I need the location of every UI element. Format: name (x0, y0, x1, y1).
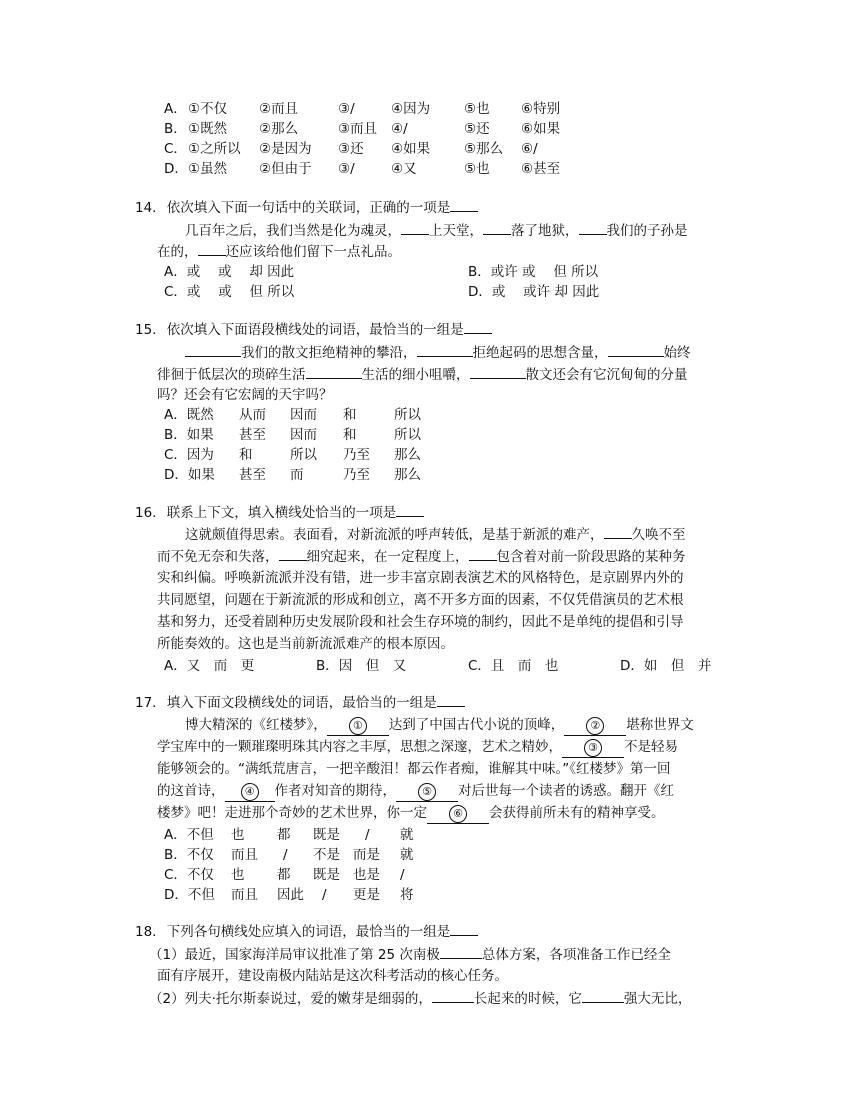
fill-blank[interactable] (469, 546, 497, 561)
option-item: 因而 (290, 427, 317, 443)
option-item: A．既然 (164, 407, 214, 423)
option-item: A．不但 (164, 827, 214, 843)
passage-text: 落了地狱， (511, 223, 579, 239)
option-item: ③/ (338, 161, 355, 177)
question-number: 14. (135, 200, 157, 216)
passage-line (157, 737, 678, 758)
option-a[interactable]: A．或 或 却 因此 (164, 264, 295, 280)
passage-line: 共同愿望，问题在于新流派的形成和创立，离不开多方面的因素，不仅凭借演员的艺术根 (157, 592, 684, 608)
numbered-blank[interactable] (564, 716, 626, 736)
passage-line (149, 988, 691, 1009)
option-item: ③而且 (338, 121, 378, 137)
passage-text: 这就颇值得思索。表面看，对新流派的呼声转低，是基于新派的难产， (185, 527, 604, 543)
answer-blank[interactable] (450, 921, 478, 936)
question-stem (135, 197, 478, 218)
option-item: 也 (231, 827, 245, 843)
fill-blank[interactable] (483, 220, 511, 235)
passage-text: 堪称世界文 (626, 717, 694, 733)
option-a[interactable]: A．又 而 更 (164, 658, 255, 674)
fill-blank[interactable] (417, 342, 473, 357)
passage-text: 始终 (663, 345, 691, 361)
passage-text: 包含着对前一阶段思路的某种务 (496, 549, 686, 565)
passage-text: 还应该给他们留下一点礼品。 (225, 244, 401, 260)
option-item: 就 (400, 827, 414, 843)
passage-line (157, 241, 401, 262)
option-item: C．不仅 (164, 867, 214, 883)
option-item: 乃至 (343, 467, 370, 483)
option-item: / (283, 847, 288, 863)
option-item: 从而 (239, 407, 266, 423)
option-item: ①既然 (188, 121, 228, 137)
option-item: ④如果 (391, 141, 431, 157)
passage-text: 对后世每一个读者的诱惑。翻开《红 (458, 783, 674, 799)
option-item: 那么 (394, 447, 421, 463)
passage-line: 吗？还会有它宏阔的天宇吗？ (157, 387, 333, 403)
question-text: 依次填入下面一句话中的关联词，正确的一项是 (166, 200, 451, 216)
option-item: / (400, 867, 405, 883)
option-item: ⑤也 (464, 161, 490, 177)
circled-number: ③ (584, 739, 602, 757)
question-text: 填入下面文段横线处的词语，最恰当的一组是 (166, 695, 437, 711)
option-item: 更是 (353, 887, 380, 903)
passage-text: 散文还会有它沉甸甸的分量 (525, 367, 688, 383)
option-item: ②是因为 (259, 141, 312, 157)
option-item: / (322, 887, 327, 903)
option-item: 而且 (231, 887, 258, 903)
option-item: 就 (400, 847, 414, 863)
option-d[interactable]: D．如 但 并 (620, 658, 712, 674)
option-item: 所以 (394, 427, 421, 443)
passage-text: 总体方案，各项准备工作已经全 (481, 947, 671, 963)
passage-line: 能够领会的。“满纸荒唐言，一把辛酸泪！都云作者痴，谁解其中味。”《红楼梦》第一回 (157, 761, 671, 777)
option-item: / (365, 827, 370, 843)
option-item: 因此 (277, 887, 304, 903)
option-item: ⑥特别 (521, 101, 561, 117)
passage-line (157, 364, 688, 385)
option-item: B．如果 (164, 427, 214, 443)
passage-text: 强大无比， (623, 991, 692, 1007)
passage-text: 达到了中国古代小说的顶峰， (388, 717, 565, 733)
fill-blank[interactable] (432, 988, 474, 1003)
passage-text: 楼梦》吧！走进那个奇妙的艺术世界，你一定 (157, 805, 427, 821)
passage-line (185, 342, 691, 363)
option-label: A． (164, 101, 187, 117)
q13-option-a[interactable] (0, 99, 860, 119)
option-item: 都 (277, 867, 291, 883)
passage-line (157, 803, 665, 824)
option-item: 而且 (231, 847, 258, 863)
fill-blank[interactable] (185, 342, 241, 357)
fill-blank[interactable] (608, 342, 664, 357)
option-c[interactable]: C．且 而 也 (468, 658, 559, 674)
answer-blank[interactable] (396, 502, 424, 517)
option-item: ③/ (338, 101, 355, 117)
q13-option-c[interactable] (0, 139, 860, 159)
fill-blank[interactable] (470, 364, 526, 379)
option-item: 和 (239, 447, 253, 463)
option-d[interactable] (0, 465, 860, 485)
passage-line: 面有序展开，建设南极内陆站是这次科考活动的核心任务。 (157, 968, 508, 984)
passage-text: 久唤不至 (631, 527, 686, 543)
circled-number: ② (586, 717, 604, 735)
option-item: 也是 (353, 867, 380, 883)
option-label: C． (164, 141, 187, 157)
question-number: 15. (135, 322, 157, 338)
passage-text: 长起来的时候，它 (473, 991, 582, 1007)
option-label: D． (164, 161, 188, 177)
passage-line (157, 546, 686, 567)
circled-number: ⑥ (449, 805, 467, 823)
option-item: ⑤也 (464, 101, 490, 117)
question-number: 18. (135, 924, 157, 940)
passage-text: 上天堂， (429, 223, 483, 239)
option-label: B． (164, 121, 187, 137)
passage-line: 实和纠偏。呼唤新流派并没有错，进一步丰富京剧表演艺术的风格特色，是京剧界内外的 (157, 570, 684, 586)
option-item: 将 (400, 887, 414, 903)
option-item: ④又 (391, 161, 417, 177)
passage-text: 我们的子孙是 (606, 223, 688, 239)
question-text: 下列各句横线处应填入的词语，最恰当的一组是 (166, 924, 451, 940)
passage-line: 基和努力，还受着剧种历史发展阶段和社会生存环境的制约，因此不是单纯的提倡和引导 (157, 614, 684, 630)
option-item: ①之所以 (188, 141, 241, 157)
numbered-blank[interactable] (396, 782, 458, 802)
option-item: ⑥/ (521, 141, 538, 157)
passage-text: 而不免无奈和失落， (157, 549, 279, 565)
option-a[interactable] (0, 825, 860, 845)
fill-blank[interactable] (582, 988, 624, 1003)
option-item: ⑤那么 (464, 141, 504, 157)
option-item: 和 (343, 407, 357, 423)
circled-number: ① (349, 717, 367, 735)
passage-line (185, 524, 686, 545)
option-b[interactable] (0, 425, 860, 445)
passage-line: 所能奏效的。这也是当前新流派难产的根本原因。 (157, 636, 454, 652)
answer-blank[interactable] (464, 319, 492, 334)
option-item: 而 (290, 467, 304, 483)
option-c[interactable] (0, 865, 860, 885)
option-d[interactable] (0, 885, 860, 905)
option-b[interactable] (0, 845, 860, 865)
fill-blank[interactable] (440, 944, 482, 959)
fill-blank[interactable] (604, 524, 632, 539)
option-item: ⑥甚至 (521, 161, 561, 177)
passage-text: 不是轻易 (624, 739, 678, 755)
option-item: ④因为 (391, 101, 431, 117)
option-item: ②但由于 (259, 161, 312, 177)
fill-blank[interactable] (198, 241, 226, 256)
fill-blank[interactable] (279, 546, 307, 561)
question-text: 依次填入下面语段横线处的词语，最恰当的一组是 (166, 322, 464, 338)
option-item: ③还 (338, 141, 364, 157)
passage-text: 拒绝起码的思想含量， (472, 345, 608, 361)
option-item: C．因为 (164, 447, 214, 463)
option-item: 那么 (394, 467, 421, 483)
fill-blank[interactable] (401, 220, 429, 235)
numbered-blank[interactable] (225, 782, 275, 802)
circled-number: ⑤ (418, 783, 436, 801)
passage-text: （2）列夫·托尔斯泰说过，爱的嫩芽是细弱的， (149, 991, 432, 1007)
option-d[interactable]: D．或 或许 却 因此 (468, 284, 600, 300)
numbered-blank[interactable] (427, 804, 489, 824)
passage-text: 作者对知音的期待， (274, 783, 396, 799)
passage-line (149, 944, 671, 965)
option-item: 乃至 (343, 447, 370, 463)
numbered-blank[interactable] (327, 716, 389, 736)
option-item: 而是 (353, 847, 380, 863)
option-item: ①不仅 (188, 101, 228, 117)
question-stem (135, 692, 465, 713)
question-stem (135, 921, 478, 942)
fill-blank[interactable] (306, 364, 362, 379)
option-item: 甚至 (239, 427, 266, 443)
passage-text: 徘徊于低层次的琐碎生活 (157, 367, 306, 383)
option-a[interactable] (0, 405, 860, 425)
option-item: 也 (231, 867, 245, 883)
option-item: 所以 (394, 407, 421, 423)
option-b[interactable]: B．因 但 又 (316, 658, 407, 674)
option-item: ⑥如果 (521, 121, 561, 137)
passage-text: 我们的散文拒绝精神的攀沿， (241, 345, 417, 361)
question-text: 联系上下文，填入横线处恰当的一项是 (166, 505, 397, 521)
numbered-blank[interactable] (562, 738, 624, 758)
passage-text: （1）最近，国家海洋局审议批准了第 25 次南极 (149, 947, 440, 963)
passage-line (157, 781, 674, 802)
option-item: ⑤还 (464, 121, 490, 137)
option-item: 甚至 (239, 467, 266, 483)
option-item: 因而 (290, 407, 317, 423)
option-item: 和 (343, 427, 357, 443)
question-number: 17. (135, 695, 157, 711)
option-item: 都 (277, 827, 291, 843)
q13-option-d[interactable] (0, 159, 860, 179)
answer-blank[interactable] (450, 197, 478, 212)
option-c[interactable]: C．或 或 但 所以 (164, 284, 295, 300)
option-item: 既是 (313, 827, 340, 843)
option-item: D．如果 (164, 467, 215, 483)
passage-text: 学宝库中的一颗璀璨明珠其内容之丰厚，思想之深邃，艺术之精妙， (157, 739, 562, 755)
option-c[interactable] (0, 445, 860, 465)
option-item: 既是 (313, 867, 340, 883)
option-item: 所以 (290, 447, 317, 463)
passage-text: 在的， (157, 244, 198, 260)
option-item: ①虽然 (188, 161, 228, 177)
option-item: ②而且 (259, 101, 299, 117)
question-stem (135, 319, 492, 340)
passage-text: 会获得前所未有的精神享受。 (489, 805, 665, 821)
passage-line (185, 715, 694, 736)
option-b[interactable]: B．或许 或 但 所以 (468, 264, 599, 280)
question-stem (135, 502, 424, 523)
passage-line (185, 220, 688, 241)
passage-text: 生活的细小咀嚼， (361, 367, 470, 383)
passage-text: 博大精深的《红楼梦》， (185, 717, 327, 733)
option-item: D．不但 (164, 887, 215, 903)
passage-text: 几百年之后，我们当然是化为魂灵， (185, 223, 401, 239)
q13-option-b[interactable] (0, 119, 860, 139)
option-item: ②那么 (259, 121, 299, 137)
circled-number: ④ (241, 783, 259, 801)
fill-blank[interactable] (579, 220, 607, 235)
passage-text: 细究起来，在一定程度上， (306, 549, 469, 565)
option-item: ④/ (391, 121, 408, 137)
passage-text: 的这首诗， (157, 783, 225, 799)
option-item: 不是 (313, 847, 340, 863)
answer-blank[interactable] (437, 692, 465, 707)
option-item: B．不仅 (164, 847, 214, 863)
question-number: 16. (135, 505, 157, 521)
